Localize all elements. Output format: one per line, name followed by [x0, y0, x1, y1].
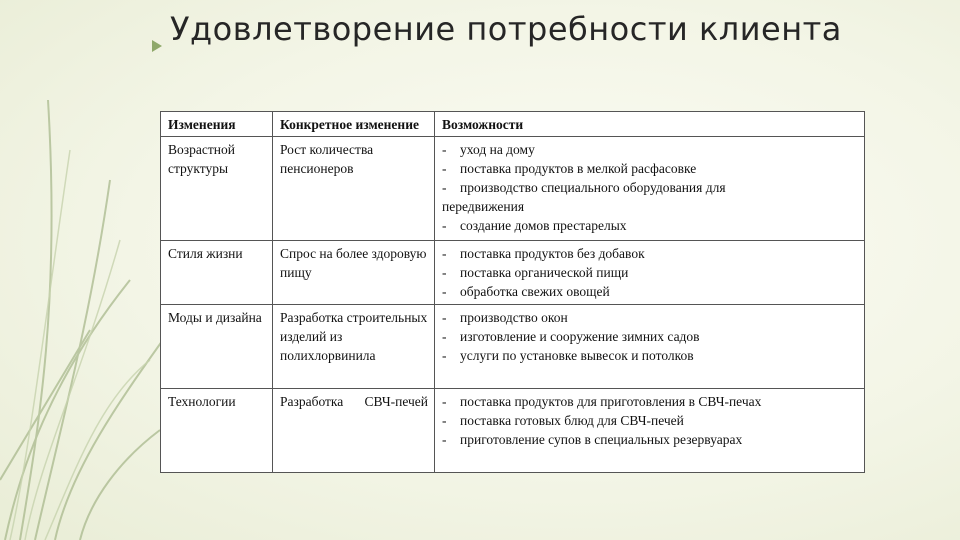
opportunity-item: производство окон [460, 310, 568, 325]
opportunity-item: приготовление супов в специальных резервуарах [460, 432, 743, 447]
change-cell: Технологии [161, 389, 273, 473]
opportunity-item: поставка продуктов в мелкой расфасовке [460, 161, 697, 176]
opportunity-item: поставка продуктов для приготовления в СВЧ-печах [460, 394, 762, 409]
table-row [161, 241, 865, 305]
opportunity-item: создание домов престарелых [460, 218, 627, 233]
table-header-row [161, 112, 865, 137]
specific-change-cell: Рост количества пенсионеров [273, 137, 435, 241]
opportunity-item: производство специального оборудования для [460, 180, 726, 195]
opportunities-cell: - поставка продуктов для приготовления в СВЧ-печах - поставка готовых блюд для СВЧ-печей - приготовление супов в специальных резервуарах [435, 389, 865, 473]
opportunities-cell: - поставка продуктов без добавок - поставка органической пищи - обработка свежих овощей [435, 241, 865, 305]
specific-change-cell: Разработка строительных изделий из полихлорвинила [273, 305, 435, 389]
title-marker [152, 40, 162, 52]
header-specific-change: Конкретное изменение [273, 112, 435, 137]
opportunity-item: изготовление и сооружение зимних садов [460, 329, 700, 344]
table-row [161, 137, 865, 241]
opportunity-item: уход на дому [460, 142, 535, 157]
table-row [161, 305, 865, 389]
opportunity-item: поставка продуктов без добавок [460, 246, 645, 261]
change-cell: Возрастной структуры [161, 137, 273, 241]
opportunity-item: услуги по установке вывесок и потолков [460, 348, 694, 363]
table-row [161, 389, 865, 473]
opportunity-item: обработка свежих овощей [460, 284, 610, 299]
specific-change-cell: Разработка СВЧ-печей [273, 389, 435, 473]
opportunity-item: поставка органической пищи [460, 265, 629, 280]
change-cell: Моды и дизайна [161, 305, 273, 389]
needs-table [160, 111, 865, 473]
opportunities-cell: - производство окон - изготовление и сооружение зимних садов - услуги по установке вывесок и потолков [435, 305, 865, 389]
opportunity-item: поставка готовых блюд для СВЧ-печей [460, 413, 684, 428]
change-cell: Стиля жизни [161, 241, 273, 305]
header-opportunities: Возможности [435, 112, 865, 137]
opportunity-item: передвижения [442, 199, 525, 214]
specific-change-cell: Спрос на более здоровую пищу [273, 241, 435, 305]
slide-title: Удовлетворение потребности клиента [170, 10, 842, 48]
opportunities-cell: - уход на дому - поставка продуктов в мелкой расфасовке - производство специального оборудования для передвижения - создание домов престарелых [435, 137, 865, 241]
header-changes: Изменения [161, 112, 273, 137]
